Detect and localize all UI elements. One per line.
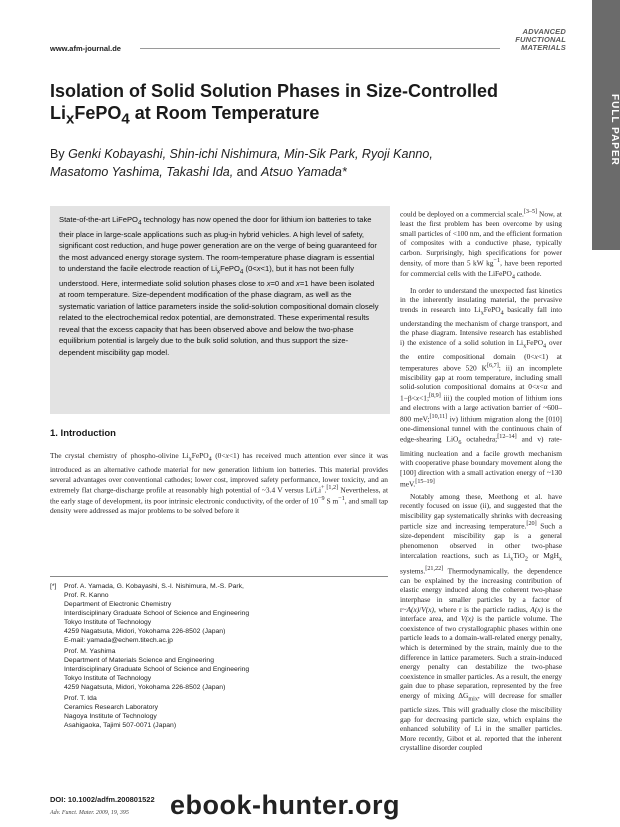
affiliation-line: Nagoya Institute of Technology: [64, 713, 157, 720]
footer-citation: Adv. Funct. Mater. 2009, 19, 395: [50, 810, 129, 816]
affiliation-rule: [50, 576, 388, 577]
affiliation-line: Tokyo Institute of Technology: [64, 675, 152, 682]
title-line-1: Isolation of Solid Solution Phases in Size-Controlled: [50, 81, 499, 101]
journal-logo: ADVANCED FUNCTIONAL MATERIALS: [515, 27, 566, 52]
paragraph: In order to understand the unexpected fast kinetics in the inherently insulating material, the pervasive trends in research into $Li_xFePO_4$ basically fall into understanding the mechanism of charge transport, and the phase diagram. Intensive research has established i) the existence of a solid solution in $Li_xFePO_4$ over the entire compositional domain (0<x<1) at temperatures above 520 K[6,7]; ii) an incomplete miscibility gap at room temperature, including small solid-solution compositional domains at 0<x<α and 1−β<x<1;[8,9] iii) the coupled motion of lithium ions and electrons with a large activation barrier of ~600–800 meV;[10,11] iv) lithium migration along the [010] one-dimensional tunnel with the continuous chain of edge-shearing LiO$_6$ octahedra;[12–14] and v) rate-limiting nucleation and a facile growth mechanism with cooperative phase boundary movement along the [100] direction with a small activation energy of ~130 meV.[15–19]: [400, 285, 562, 488]
left-column: [50, 451, 388, 519]
author-line-2: Masatomo Yashima, Takashi Ida,: [50, 165, 237, 179]
section-heading: 1. Introduction: [50, 428, 116, 439]
affiliation-line: 4259 Nagatsuta, Midori, Yokohama 226-8502 (Japan): [64, 628, 226, 635]
journal-url: www.afm-journal.de: [50, 44, 121, 53]
author-line-1: Genki Kobayashi, Shin-ichi Nishimura, Min-Sik Park, Ryoji Kanno,: [68, 147, 433, 161]
article-title: [50, 80, 550, 131]
author-and: and: [236, 165, 262, 179]
affiliation-line: Ceramics Research Laboratory: [64, 704, 159, 711]
side-tab-label: FULL PAPER: [609, 94, 620, 166]
paragraph: could be deployed on a commercial scale.[3–5] Now, at least the first problem has been overcome by using small particles of <100 nm, and the efficient formation of composites with a conductive phase, typically carbon. Surprisingly, high specifications for power density, of more than 5 kW $kg^{-1}$, have been reported for commercial cells with the LiFePO$_4$ cathode.: [400, 209, 562, 280]
affiliation-line: E-mail: yamada@echem.titech.ac.jp: [64, 637, 173, 644]
affiliation-line: Department of Materials Science and Engineering: [64, 657, 214, 664]
abstract-box: State-of-the-art LiFePO$_4$ technology has now opened the door for lithium ion batteries to take their place in large-scale applications such as plug-in hybrid vehicles. A high level of safety, significant cost reduction, and huge power generation are on the verge of being guaranteed for the most advanced energy storage system. The room-temperature phase diagram is essential to understand the facile electrode reaction of $Li_xFePO_4$ (0<x<1), but it has not been fully understood. Here, intermediate solid solution phases close to x=0 and x=1 have been isolated at room temperature. Size-dependent modification of the phase diagram, as well as the systematic variation of lattice parameters inside the solid-solution compositional domain closely related to the electrochemical redox potential, are demonstrated. These experimental results reveal that the excess capacity that has been observed above and below the two-phase equilibrium potential is largely due to the bulk solid solution, and thus support the size-dependent miscibility gap model.: [50, 206, 390, 414]
affiliation-line: Prof. M. Yashima: [64, 648, 116, 655]
affiliation-lines: [64, 582, 388, 730]
affiliation-line: Prof. A. Yamada, G. Kobayashi, S.-I. Nishimura, M.-S. Park,: [64, 583, 244, 590]
author-list: [50, 145, 570, 181]
title-line-2: $Li_xFePO_4$ at Room Temperature: [50, 103, 320, 128]
affiliations: [50, 582, 388, 730]
affiliation-line: 4259 Nagatsuta, Midori, Yokohama 226-8502 (Japan): [64, 684, 226, 691]
doi: DOI: 10.1002/adfm.200801522: [50, 795, 155, 804]
affiliation-line: Department of Electronic Chemistry: [64, 601, 172, 608]
watermark: ebook-hunter.org: [170, 790, 400, 820]
affiliation-line: Interdisciplinary Graduate School of Science and Engineering: [64, 666, 250, 673]
header-rule: [140, 48, 500, 49]
affiliation-line: Interdisciplinary Graduate School of Science and Engineering: [64, 610, 250, 617]
affiliation-line: Prof. R. Kanno: [64, 592, 109, 599]
author-by: By: [50, 147, 69, 161]
affiliation-line: Prof. T. Ida: [64, 695, 97, 702]
affiliation-line: Asahigaoka, Tajimi 507-0071 (Japan): [64, 722, 177, 729]
affiliation-mark: [*]: [50, 583, 57, 590]
paragraph: The crystal chemistry of phospho-olivine $Li_xFePO_4$ (0<x<1) has received much attention ever since it was introduced as an alternative cathode material for new generation lithium ion batteries. This material provides several advantages over conventional cathodes; lower cost, improved safety performance, lower toxicity, and an extremely flat charge-discharge profile at reasonably high potential of ~3.4 V versus Li/Li+.[1,2] Nevertheless, at the early stage of development, its poor intrinsic electronic conductivity, of the order of $10^{-9}$ S $m^{-1}$, and small tap density were addressed as major problems to be solved before it: [50, 451, 388, 516]
author-last: Atsuo Yamada*: [261, 165, 347, 179]
affiliation-line: Tokyo Institute of Technology: [64, 619, 152, 626]
right-column: [400, 208, 562, 798]
paragraph: Notably among these, Meethong et al. have recently focused on issue (ii), and suggested that the miscibility gap systematically shrinks with decreasing particle size and increasing temperature.[20] Such a size-dependent miscibility gap is a general phenomenon observed in other two-phase intercalation reactions, such as $Li_xTiO_2$ or MgH$_x$ systems.[21,22] Thermodynamically, the dependence can be explained by the increasing contribution of elastic energy induced along the coherent two-phase interphase in smaller particles by a factor of r~A(x)/V(x), where r is the particle radius, A(x) is the interface area, and V(x) is the particle volume. The coexistence of two crystallographic phases within one particle leads to a domain-wall-related energy penalty, which is determined by the strain, mainly due to the difference in lattice parameters. Such a strain-induced energy penalty can destabilize the two-phase coexistence in smaller particles. As a result, the energy gain due to phase separation, represented by the free energy of mixing $\Delta G_{mix}$, will decrease for smaller particle sizes. This will gradually close the miscibility gap for decreasing particle size, which explains the enhanced solubility of Li in the smaller particles. More recently, Gibot et al. reported that the inherent crystalline disorder coupled: [400, 491, 562, 753]
